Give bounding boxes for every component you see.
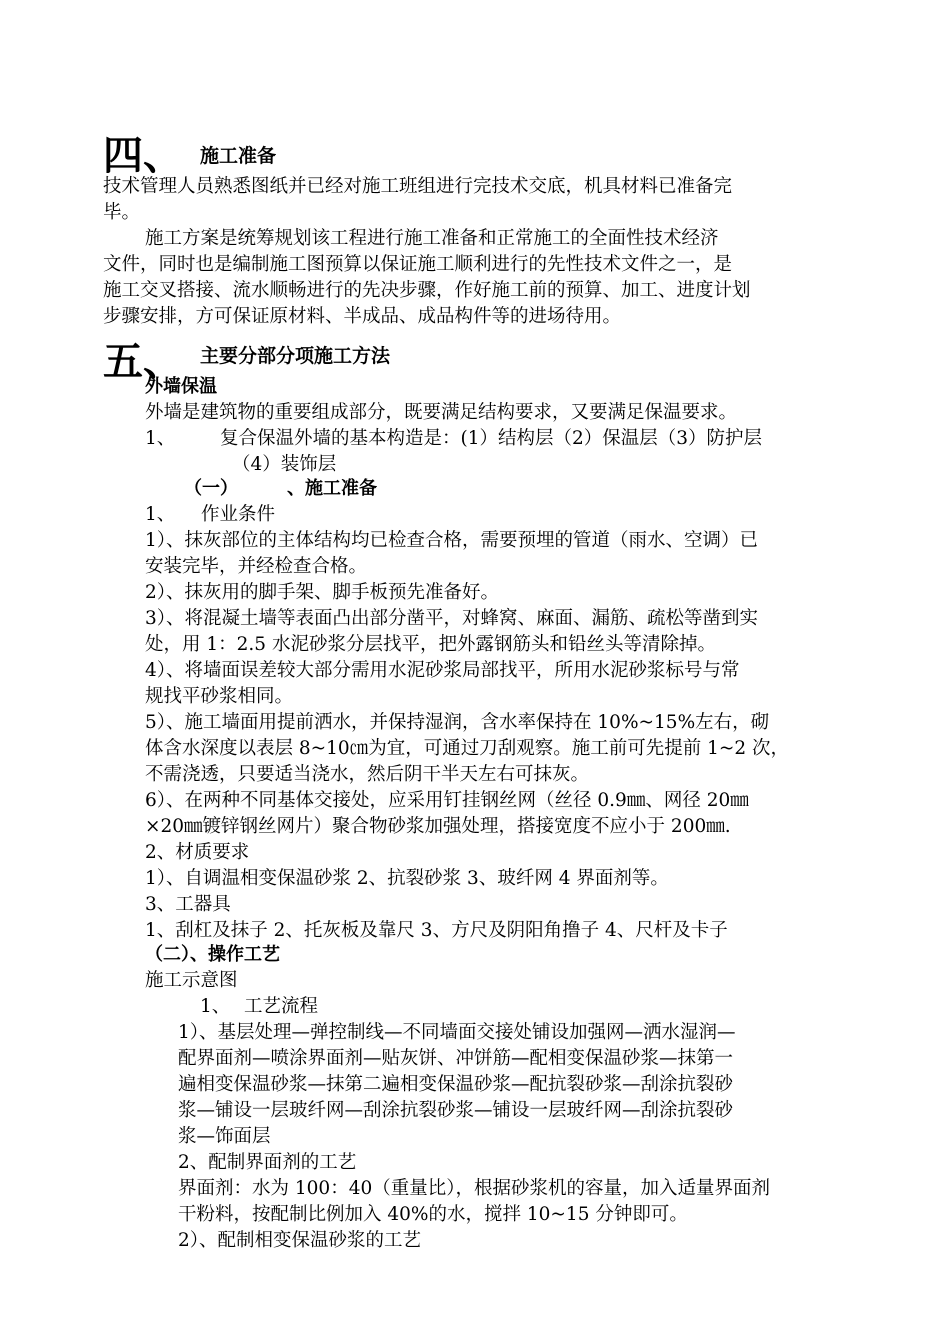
list-item-text: （4）装饰层 xyxy=(232,454,337,475)
section-5-heading xyxy=(103,330,391,385)
part-1-number: （一） xyxy=(184,478,238,499)
paragraph-line: 4）、将墙面误差较大部分需用水泥砂浆局部找平，所用水泥砂浆标号与常 xyxy=(145,660,740,681)
part-2-title: （二）、操作工艺 xyxy=(145,944,280,965)
paragraph-line: 2）、配制相变保温砂浆的工艺 xyxy=(178,1230,422,1251)
paragraph-line: 规找平砂浆相同。 xyxy=(145,686,294,707)
paragraph-line: 3、工器具 xyxy=(145,894,231,915)
paragraph-line: 遍相变保温砂浆—抹第二遍相变保温砂浆—配抗裂砂浆—刮涂抗裂砂 xyxy=(178,1074,734,1095)
list-item-text: 作业条件 xyxy=(201,504,276,525)
paragraph-line: 步骤安排，方可保证原材料、半成品、成品构件等的进场待用。 xyxy=(103,306,622,327)
subsection-title: 外墙保温 xyxy=(145,376,217,397)
paragraph-line: 施工交叉搭接、流水顺畅进行的先决步骤，作好施工前的预算、加工、进度计划 xyxy=(103,280,751,301)
paragraph-line: 1）、基层处理—弹控制线—不同墙面交接处铺设加强网—洒水湿润— xyxy=(178,1022,736,1043)
paragraph-line: 浆—饰面层 xyxy=(178,1126,271,1147)
paragraph-line: 浆—铺设一层玻纤网—刮涂抗裂砂浆—铺设一层玻纤网—刮涂抗裂砂 xyxy=(178,1100,734,1121)
list-item-text: 复合保温外墙的基本构造是：(1）结构层（2）保温层（3）防护层 xyxy=(220,428,763,449)
paragraph-line: 配界面剂—喷涂界面剂—贴灰饼、冲饼筋—配相变保温砂浆—抹第一 xyxy=(178,1048,734,1069)
section-5-number: 五、 xyxy=(103,338,183,385)
paragraph-line: 2、材质要求 xyxy=(145,842,250,863)
paragraph-line: 1）、自调温相变保温砂浆 2、抗裂砂浆 3、玻纤网 4 界面剂等。 xyxy=(145,868,669,889)
section-5-title: 主要分部分项施工方法 xyxy=(200,345,391,367)
paragraph-line: 干粉料，按配制比例加入 40%的水，搅拌 10~15 分钟即可。 xyxy=(178,1204,688,1225)
paragraph-line: 6）、在两种不同基体交接处，应采用钉挂钢丝网（丝径 0.9㎜、网径 20㎜ xyxy=(145,790,749,811)
list-item-text: 工艺流程 xyxy=(244,996,319,1017)
section-4-title: 施工准备 xyxy=(200,145,277,167)
paragraph-line: 1）、抹灰部位的主体结构均已检查合格，需要预埋的管道（雨水、空调）已 xyxy=(145,530,759,551)
paragraph-line: 2、配制界面剂的工艺 xyxy=(178,1152,357,1173)
paragraph-line: 安装完毕，并经检查合格。 xyxy=(145,556,368,577)
list-item-number: 1、 xyxy=(200,996,231,1017)
section-4-number: 四、 xyxy=(103,132,183,179)
paragraph-line: 5）、施工墙面用提前洒水，并保持湿润，含水率保持在 10%~15%左右，砌 xyxy=(145,712,770,733)
paragraph-line: 界面剂：水为 100：40（重量比），根据砂浆机的容量，加入适量界面剂 xyxy=(178,1178,770,1199)
paragraph-line: 文件，同时也是编制施工图预算以保证施工顺利进行的先性技术文件之一，是 xyxy=(103,254,733,275)
paragraph-line: 毕。 xyxy=(103,202,141,223)
part-1-title: 、施工准备 xyxy=(287,478,377,499)
list-item-number: 1、 xyxy=(145,428,176,449)
paragraph-line: 体含水深度以表层 8~10㎝为宜，可通过刀刮观察。施工前可先提前 1~2 次， xyxy=(145,738,789,759)
paragraph-line: 2）、抹灰用的脚手架、脚手板预先准备好。 xyxy=(145,582,500,603)
paragraph-line: 施工方案是统筹规划该工程进行施工准备和正常施工的全面性技术经济 xyxy=(145,228,719,249)
paragraph-line: 处，用 1：2.5 水泥砂浆分层找平，把外露钢筋头和铅丝头等清除掉。 xyxy=(145,634,716,655)
paragraph-line: 1、刮杠及抹子 2、托灰板及靠尺 3、方尺及阴阳角撸子 4、尺杆及卡子 xyxy=(145,920,728,941)
paragraph-line: 外墙是建筑物的重要组成部分，既要满足结构要求，又要满足保温要求。 xyxy=(145,402,738,423)
paragraph-line: 3）、将混凝土墙等表面凸出部分凿平，对蜂窝、麻面、漏筋、疏松等凿到实 xyxy=(145,608,759,629)
paragraph-line: 技术管理人员熟悉图纸并已经对施工班组进行完技术交底，机具材料已准备完 xyxy=(103,176,733,197)
paragraph-line: 不需浇透，只要适当浇水，然后阴干半天左右可抹灰。 xyxy=(145,764,590,785)
paragraph-line: 施工示意图 xyxy=(145,970,238,991)
paragraph-line: ×20㎜镀锌钢丝网片）聚合物砂浆加强处理，搭接宽度不应小于 200㎜. xyxy=(145,816,731,837)
section-4-heading xyxy=(103,124,277,179)
list-item-number: 1、 xyxy=(145,504,176,525)
